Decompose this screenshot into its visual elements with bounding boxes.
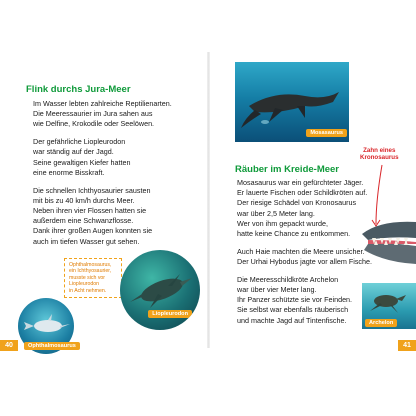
archelon-photo	[362, 283, 416, 329]
right-page-number: 41	[398, 340, 416, 351]
text-line: Mosasaurus war ein gefürchteter Jäger.	[237, 178, 364, 187]
text-line: Er lauerte Fischen oder Schildkröten auf.	[237, 188, 368, 198]
right-paragraph-2	[237, 247, 372, 267]
text-line: Sie selbst war ebenfalls räuberisch	[237, 305, 349, 315]
right-paragraph-3	[237, 275, 372, 326]
right-paragraph-1	[237, 178, 372, 239]
text-line: und machte Jagd auf Tintenfische.	[237, 315, 347, 325]
text-line: Die Meeresschildkröte Archelon	[237, 274, 339, 284]
right-body-text	[237, 178, 372, 333]
text-line: Wer von ihm gepackt wurde,	[237, 218, 328, 228]
text-line: Ihr Panzer schützte sie vor Feinden.	[237, 295, 353, 305]
ophthalmosaurus-label: Ophthalmosaurus	[24, 342, 80, 350]
callout-line: Zahn eines	[363, 147, 396, 154]
text-line: war über vier Meter lang.	[237, 285, 317, 295]
text-line: außerdem eine Schwanzflosse.	[33, 216, 134, 226]
caption-line: Liopleurodon	[69, 281, 99, 288]
text-line: Der Urhai Hybodus jagte vor allem Fische.	[237, 257, 373, 267]
text-line: Seine gewaltigen Kiefer hatten	[33, 157, 131, 167]
text-line: Auch Haie machten die Meere unsicher.	[237, 246, 365, 256]
text-line: Die schnellen Ichthyosaurier sausten	[33, 185, 151, 195]
left-heading: Flink durchs Jura-Meer	[26, 84, 131, 95]
text-line: auch im tiefen Wasser gut sehen.	[33, 236, 140, 246]
right-heading: Räuber im Kreide-Meer	[235, 164, 340, 175]
archelon-label: Archelon	[365, 319, 397, 327]
text-line: Der riesige Schädel von Kronosaurus	[237, 198, 357, 208]
caption-line: ein Ichthyosaurier,	[69, 268, 112, 275]
text-line: Im Wasser lebten zahlreiche Reptilienarten.	[33, 99, 172, 108]
text-line: Neben ihren vier Flossen hatten sie	[33, 206, 147, 216]
caption-line: musste sich vor	[69, 274, 106, 281]
callout-line: Kronosaurus	[360, 154, 399, 161]
text-line: war über 2,5 Meter lang.	[237, 208, 315, 218]
left-page-number: 40	[0, 340, 18, 351]
text-line: Der gefährliche Liopleurodon	[33, 137, 126, 147]
text-line: Die Meeressaurier im Jura sahen aus	[33, 109, 153, 119]
liopleurodon-label: Liopleurodon	[148, 310, 192, 318]
text-line: wie Delfine, Krokodile oder Seelöwen.	[33, 119, 155, 129]
caption-line: in Acht nehmen.	[69, 287, 107, 294]
text-line: eine enorme Bisskraft.	[33, 167, 105, 177]
mosasaurus-label: Mosasaurus	[306, 129, 347, 137]
caption-line: Ophthalmosaurus,	[69, 262, 112, 268]
text-line: Dank ihrer großen Augen konnten sie	[33, 226, 153, 236]
text-line: war ständig auf der Jagd.	[33, 147, 114, 157]
text-line: mit bis zu 40 km/h durchs Meer.	[33, 195, 135, 205]
text-line: hatte keine Chance zu entkommen.	[237, 229, 351, 239]
